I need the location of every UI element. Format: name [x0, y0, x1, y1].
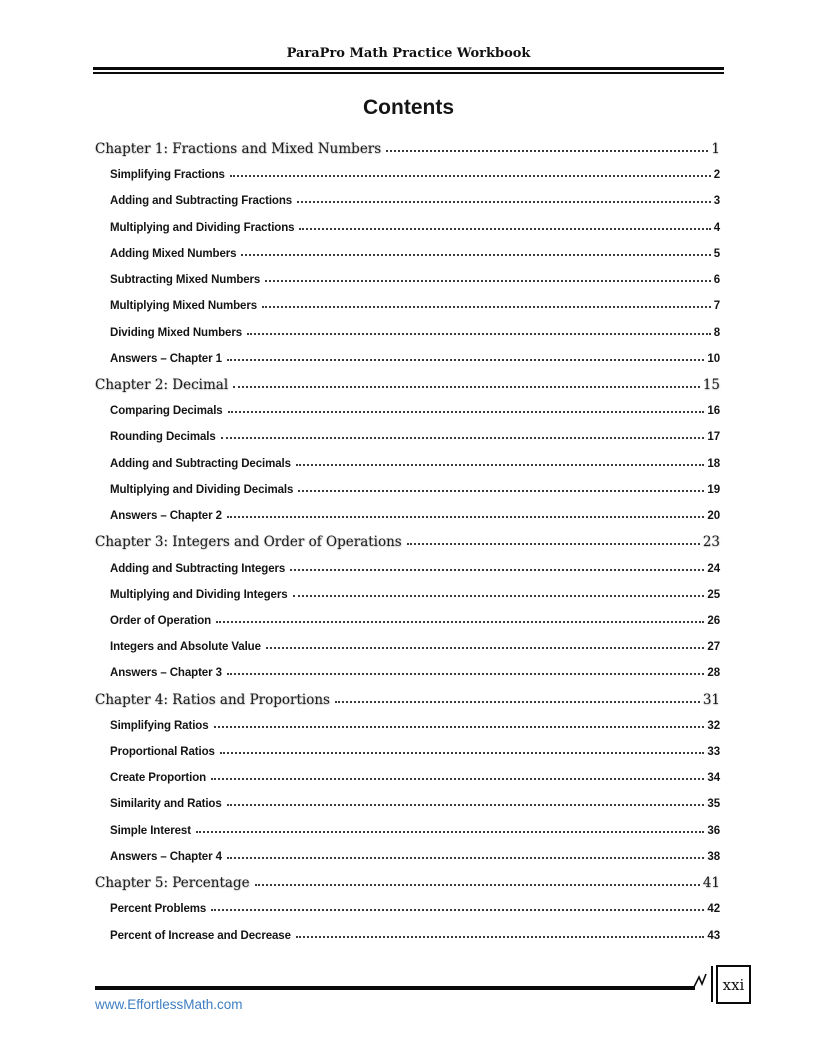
toc-row	[95, 687, 722, 713]
toc-entry-page: 18	[707, 457, 720, 470]
dot-leader	[228, 411, 705, 413]
toc-entry-label: Order of Operation	[110, 614, 212, 627]
toc-row	[95, 765, 722, 791]
dot-leader	[265, 280, 710, 282]
toc-entry-page: 25	[707, 588, 720, 601]
dot-leader	[227, 804, 705, 806]
toc-row	[95, 398, 722, 424]
dot-leader	[386, 150, 708, 152]
toc-entry-page: 4	[713, 221, 720, 234]
dot-leader	[230, 175, 711, 177]
toc-row	[95, 660, 722, 686]
toc-row	[95, 818, 722, 844]
toc-entry-label: Multiplying and Dividing Decimals	[110, 483, 294, 496]
dot-leader	[407, 543, 700, 545]
dot-leader	[298, 490, 704, 492]
toc-row	[95, 188, 722, 214]
toc-entry-label: Similarity and Ratios	[110, 798, 222, 811]
toc-entry-page: 23	[702, 534, 720, 551]
toc-entry-page: 38	[707, 850, 720, 863]
dot-leader	[216, 621, 704, 623]
dot-leader	[227, 516, 705, 518]
toc-entry-page: 16	[707, 405, 720, 418]
toc-entry-page: 10	[707, 352, 720, 365]
toc-entry-label: Answers – Chapter 3	[110, 667, 222, 680]
toc-row	[95, 896, 722, 922]
toc-entry-label: Adding and Subtracting Fractions	[110, 195, 293, 208]
toc-entry-page: 20	[707, 510, 720, 523]
toc-entry-label: Simplifying Fractions	[110, 169, 225, 182]
toc-entry-page: 31	[702, 691, 720, 708]
toc-entry-page: 6	[713, 274, 720, 287]
toc-entry-page: 36	[707, 824, 720, 837]
toc-row	[95, 136, 722, 162]
dot-leader	[296, 936, 705, 938]
footer-rule	[95, 986, 695, 990]
toc-entry-page: 17	[707, 431, 720, 444]
toc-entry-label: Chapter 2: Decimal	[95, 376, 229, 393]
toc-entry-page: 2	[713, 169, 720, 182]
page-number-divider	[711, 966, 713, 1002]
toc-entry-label: Multiplying Mixed Numbers	[110, 300, 258, 313]
toc-entry-page: 24	[707, 562, 720, 575]
toc-entry-label: Answers – Chapter 1	[110, 352, 222, 365]
dot-leader	[220, 752, 705, 754]
dot-leader	[227, 673, 705, 675]
toc-entry-label: Chapter 3: Integers and Order of Operations	[95, 534, 402, 551]
toc-entry-page: 26	[707, 614, 720, 627]
toc-entry-label: Chapter 1: Fractions and Mixed Numbers	[95, 141, 382, 157]
toc-entry-label: Integers and Absolute Value	[110, 641, 261, 654]
dot-leader	[241, 254, 710, 256]
toc-entry-page: 41	[702, 875, 720, 892]
toc-entry-page: 34	[707, 772, 720, 785]
toc-row	[95, 320, 722, 346]
page-number-box	[716, 965, 751, 1004]
toc-entry-label: Chapter 5: Percentage	[95, 875, 250, 892]
toc-entry-label: Simplifying Ratios	[110, 719, 209, 732]
toc-row	[95, 713, 722, 739]
dot-leader	[196, 831, 704, 833]
toc-row	[95, 241, 722, 267]
toc-row	[95, 451, 722, 477]
toc-entry-page: 8	[713, 326, 720, 339]
page-title: Contents	[363, 96, 454, 119]
toc-row	[95, 293, 722, 319]
toc-entry-page: 43	[707, 929, 720, 942]
toc-entry-page: 33	[707, 746, 720, 759]
toc-entry-label: Create Proportion	[110, 772, 207, 785]
toc-entry-page: 27	[707, 641, 720, 654]
toc-entry-page: 15	[702, 376, 720, 393]
dot-leader	[233, 386, 700, 388]
toc-entry-page: 35	[707, 798, 720, 811]
page-content	[95, 0, 745, 1056]
dot-leader	[221, 437, 705, 439]
toc-entry-label: Rounding Decimals	[110, 431, 216, 444]
dot-leader	[211, 909, 704, 911]
dot-leader	[297, 201, 711, 203]
toc-entry-page: 1	[711, 141, 720, 157]
toc-entry-page: 7	[713, 300, 720, 313]
dot-leader	[290, 569, 704, 571]
dot-leader	[296, 464, 704, 466]
toc-row	[95, 267, 722, 293]
dot-leader	[262, 306, 711, 308]
toc-row	[95, 608, 722, 634]
toc-entry-label: Percent of Increase and Decrease	[110, 929, 291, 942]
dot-leader	[211, 778, 704, 780]
toc-entry-label: Adding Mixed Numbers	[110, 247, 237, 260]
toc-row	[95, 634, 722, 660]
toc-entry-page: 42	[707, 903, 720, 916]
toc-entry-label: Chapter 4: Ratios and Proportions	[95, 691, 330, 708]
dot-leader	[247, 333, 711, 335]
toc-row	[95, 424, 722, 450]
toc-entry-page: 32	[707, 719, 720, 732]
running-header-title: ParaPro Math Practice Workbook	[286, 46, 531, 61]
dot-leader	[266, 647, 705, 649]
toc-entry-page: 19	[707, 483, 720, 496]
toc-entry-page: 3	[713, 195, 720, 208]
toc-entry-page: 5	[713, 247, 720, 260]
toc-entry-label: Subtracting Mixed Numbers	[110, 274, 261, 287]
toc-row	[95, 556, 722, 582]
page-number: xxi	[722, 975, 745, 994]
toc-row	[95, 477, 722, 503]
toc-row	[95, 844, 722, 870]
toc-row	[95, 346, 722, 372]
dot-leader	[227, 359, 705, 361]
header-rule	[93, 67, 724, 74]
toc-row	[95, 503, 722, 529]
toc-entry-label: Simple Interest	[110, 824, 191, 837]
toc-entry-label: Proportional Ratios	[110, 746, 215, 759]
toc-row	[95, 791, 722, 817]
toc-entry-label: Adding and Subtracting Integers	[110, 562, 286, 575]
toc-entry-label: Comparing Decimals	[110, 405, 223, 418]
toc-row	[95, 162, 722, 188]
toc-entry-label: Answers – Chapter 2	[110, 510, 222, 523]
dot-leader	[227, 857, 705, 859]
toc-entry-label: Multiplying and Dividing Integers	[110, 588, 288, 601]
toc-entry-label: Multiplying and Dividing Fractions	[110, 221, 295, 234]
toc-row	[95, 870, 722, 896]
dot-leader	[335, 701, 700, 703]
toc-row	[95, 582, 722, 608]
dot-leader	[214, 726, 705, 728]
toc-row	[95, 215, 722, 241]
dot-leader	[299, 228, 710, 230]
toc-entry-label: Percent Problems	[110, 903, 207, 916]
toc-row	[95, 372, 722, 398]
dot-leader	[255, 884, 700, 886]
website-link[interactable]: www.EffortlessMath.com	[95, 997, 243, 1012]
dot-leader	[293, 595, 705, 597]
toc-row	[95, 529, 722, 555]
toc-entry-label: Dividing Mixed Numbers	[110, 326, 242, 339]
toc-row	[95, 923, 722, 949]
toc-entry-page: 28	[707, 667, 720, 680]
toc-entry-label: Answers – Chapter 4	[110, 850, 222, 863]
table-of-contents	[95, 136, 722, 949]
page-number-flourish-icon	[693, 973, 711, 991]
toc-row	[95, 739, 722, 765]
toc-entry-label: Adding and Subtracting Decimals	[110, 457, 291, 470]
